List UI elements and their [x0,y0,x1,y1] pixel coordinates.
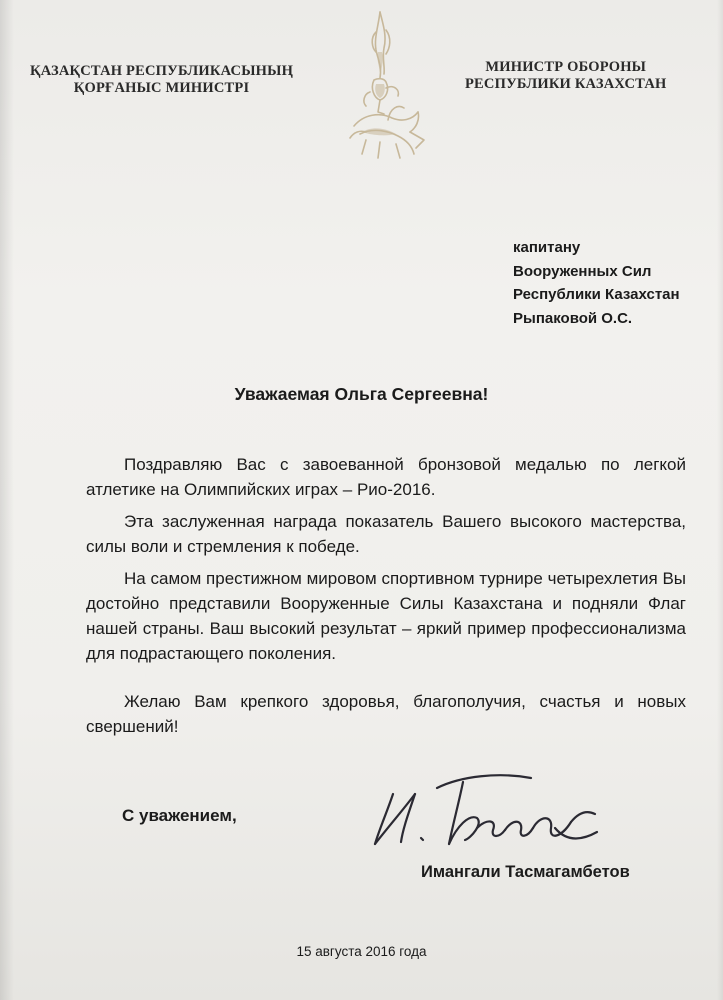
addressee-line: Рыпаковой О.С. [513,309,633,327]
paragraph: Поздравляю Вас с завоеванной бронзовой медалью по легкой атлетике на Олимпийских играх – Рио-2016. [86,455,686,499]
page-shadow-right [717,0,723,1000]
header-russian-line1: МИНИСТР ОБОРОНЫ [485,59,647,75]
header-kazakh-line2: ҚОРҒАНЫС МИНИСТРІ [73,80,250,96]
emblem-icon [340,8,432,166]
signature [365,768,610,858]
letter-date: 15 августа 2016 года [296,944,427,959]
header-kazakh [30,63,293,97]
greeting: Уважаемая Ольга Сергеевна! [234,384,489,404]
addressee-line: Вооруженных Сил [513,262,652,280]
paragraph: Эта заслуженная награда показатель Вашего высокого мастерства, силы воли и стремления к победе. [86,512,686,556]
addressee-block [513,236,680,330]
signer-name: Имангали Тасмагамбетов [421,863,630,881]
paragraph: На самом престижном мировом спортивном турнире четырехлетия Вы достойно представили Вооруженные Силы Казахстана и подняли Флаг нашей страны. Ваш высокий результат – яркий пример профессионализма для подрастающего поколения. [86,569,686,663]
paragraph: Желаю Вам крепкого здоровья, благополучия, счастья и новых свершений! [86,692,686,736]
addressee-line: капитану [513,239,581,256]
page-shadow-left [0,0,14,1000]
closing-phrase: С уважением, [122,806,237,825]
header-kazakh-line1: ҚАЗАҚСТАН РЕСПУБЛИКАСЫНЫҢ [30,63,294,79]
header-russian-line2: РЕСПУБЛИКИ КАЗАХСТАН [465,76,667,92]
addressee-line: Республики Казахстан [513,286,680,303]
header-russian [465,59,667,93]
